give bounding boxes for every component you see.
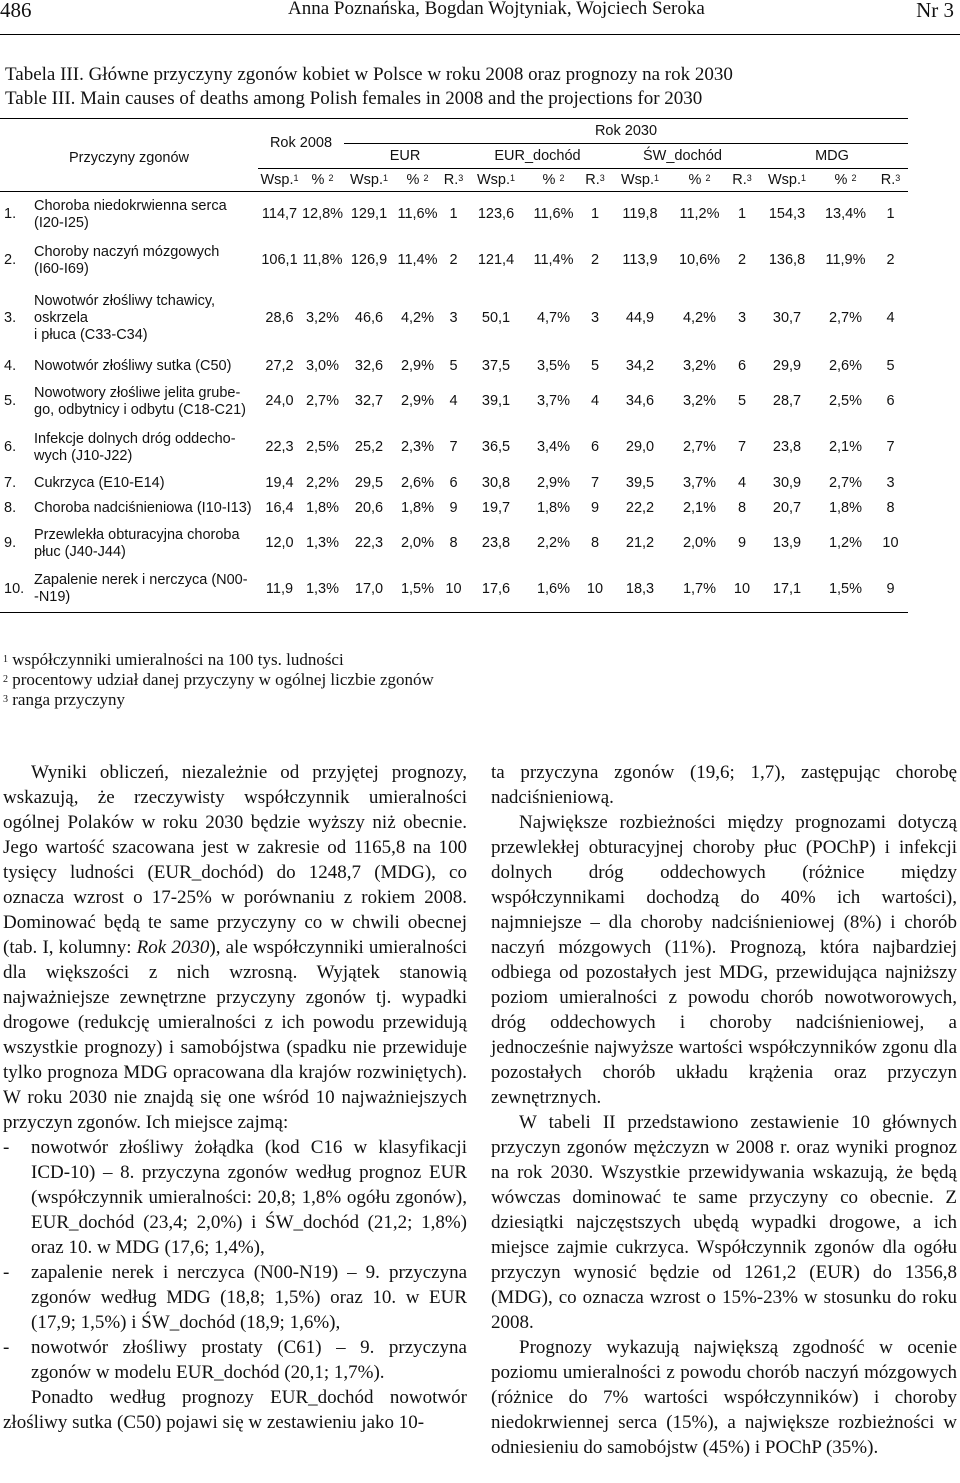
- value-cell: 3,5%: [536, 357, 571, 374]
- subheader-footnote-mark: 3: [895, 172, 901, 183]
- cause-line: Nowotwór złośliwy tchawicy,: [34, 293, 216, 309]
- value-cell: 11,6%: [397, 206, 438, 223]
- value-cell: 37,5: [481, 357, 511, 374]
- row-number: 5.: [4, 393, 17, 409]
- value-cell: 1,8%: [305, 499, 340, 516]
- row-number: 6.: [4, 439, 17, 455]
- subheader-label: Wsp.: [767, 171, 801, 188]
- table-caption-en: Table III. Main causes of deaths among Polish females in 2008 and the projections for 2030: [5, 88, 703, 109]
- value-cell: 9: [737, 535, 747, 551]
- row-number: 1.: [4, 206, 17, 223]
- table-row: [0, 238, 960, 284]
- subheader-label: R.: [443, 171, 459, 188]
- causes-of-death-table: [0, 118, 960, 613]
- value-cell: 32,6: [354, 357, 384, 374]
- row-number: 4.: [4, 357, 17, 374]
- bullet-text: zapalenie nerek i nerczyca (N00-N19) – 9. przyczyna zgonów według MDG (18,8; 1,5%) oraz 10. w EUR (17,9; 1,5%) i ŚW_dochód (18,9; 1,6%),: [31, 1262, 467, 1333]
- value-cell: 12,0: [265, 535, 294, 551]
- value-cell: 1: [590, 206, 600, 223]
- value-cell: 30,8: [481, 474, 511, 491]
- value-cell: 3,2%: [305, 310, 340, 326]
- value-cell: 11,2%: [679, 206, 720, 223]
- subheader-footnote-mark: 1: [383, 172, 389, 183]
- col-wsp-sw-dochod: [609, 169, 671, 192]
- bullet-dash: -: [3, 1262, 10, 1283]
- cause-line: i płuca (C33-C34): [34, 327, 148, 343]
- cause-name: [30, 521, 258, 567]
- value-cell: 3,4%: [536, 439, 571, 455]
- subheader-footnote-mark: 1: [801, 172, 807, 183]
- value-cell: 2,2%: [305, 474, 340, 491]
- subheader-footnote-mark: 1: [510, 172, 516, 183]
- bullet-item: [3, 1260, 467, 1335]
- value-cell: 27,2: [265, 357, 294, 374]
- cause-line: Cukrzyca (E10-E14): [34, 474, 165, 491]
- value-cell: 4,2%: [682, 310, 717, 326]
- value-cell: 1: [449, 206, 458, 223]
- col-rank-eur: [441, 169, 466, 192]
- subheader-label: Wsp.: [349, 171, 383, 188]
- col-pct-2008: [301, 169, 344, 192]
- value-cell: 23,8: [481, 535, 511, 551]
- value-cell: 4,2%: [400, 310, 435, 326]
- footnote-3-mark: 3: [3, 694, 8, 705]
- right-text-column: [491, 760, 957, 1460]
- scenario-mdg: MDG: [756, 144, 908, 169]
- value-cell: 4: [737, 474, 747, 491]
- value-cell: 9: [873, 567, 908, 613]
- row-number: 9.: [4, 535, 17, 551]
- col-wsp-eur-dochod: [466, 169, 526, 192]
- value-cell: 7: [449, 439, 458, 455]
- value-cell: 6: [737, 357, 747, 374]
- value-cell: 8: [590, 535, 600, 551]
- cause-line: wych (J10-J22): [34, 447, 133, 464]
- value-cell: 2: [737, 252, 747, 268]
- col-wsp-mdg: [756, 169, 818, 192]
- value-cell: 2: [886, 252, 895, 268]
- causes-header: Przyczyny zgonów: [0, 119, 258, 169]
- value-cell: 19,7: [481, 499, 511, 516]
- page-header: [0, 0, 960, 36]
- cause-name: [30, 471, 258, 496]
- value-cell: 2,0%: [400, 535, 435, 551]
- value-cell: 1,3%: [301, 567, 344, 613]
- value-cell: 20,7: [772, 499, 802, 516]
- value-cell: 39,5: [625, 474, 655, 491]
- value-cell: 10: [882, 535, 899, 551]
- col-pct-mdg: [818, 169, 873, 192]
- table-caption-pl: Tabela III. Główne przyczyny zgonów kobiet w Polsce w roku 2008 oraz prognozy na rok 2030: [5, 64, 733, 85]
- cause-line: Nowotwór złośliwy sutka (C50): [34, 357, 232, 374]
- value-cell: 11,9%: [825, 252, 866, 268]
- left-paragraph-2: Ponadto według prognozy EUR_dochód nowotwór złośliwy sutka (C50) pojawi się w zestawieniu jako 10-: [3, 1387, 467, 1433]
- value-cell: 29,5: [354, 474, 384, 491]
- value-cell: 5: [737, 393, 747, 409]
- value-cell: 6: [449, 474, 458, 491]
- header-row-3: [0, 169, 960, 192]
- value-cell: 9: [590, 499, 600, 516]
- value-cell: 2,3%: [400, 439, 435, 455]
- value-cell: 1,2%: [828, 535, 863, 551]
- col-pct-eur: [394, 169, 441, 192]
- value-cell: 21,2: [625, 535, 655, 551]
- table-body: [0, 192, 960, 613]
- subheader-footnote-mark: 1: [293, 172, 299, 183]
- footnotes: [3, 650, 434, 710]
- value-cell: 119,8: [622, 206, 658, 223]
- value-cell: 8: [737, 499, 747, 516]
- subheader-label: %: [406, 171, 420, 188]
- cause-line: Choroby naczyń mózgowych: [34, 243, 220, 260]
- value-cell: 1,5%: [394, 567, 441, 613]
- subheader-footnote-mark: 3: [746, 172, 752, 183]
- subheader-label: %: [311, 171, 325, 188]
- row-number: 7.: [4, 474, 17, 491]
- right-paragraph-2: W tabeli II przedstawiono zestawienie 10 głównych przyczyn zgonów mężczyzn w 2008 r. oraz wyniki prognoz na rok 2030. Wszystkie przewidywania wskazują, że będą wówczas dominować te same przyczyny co obecnie. Z dziesiątki najczęstszych ubędą wypadki drogowe, a ich miejsce zajmie cukrzyca. Współczynnik zgonów dla ogółu przyczyn wynosić będzie od 1261,2 (EUR) do 1356,8 (MDG), co oznacza wzrost o 15%-23% w stosunku do roku 2008.: [491, 1112, 957, 1333]
- value-cell: 3: [590, 310, 600, 326]
- cause-line: go, odbytnicy i odbytu (C18-C21): [34, 401, 246, 418]
- value-cell: 10,6%: [678, 252, 721, 268]
- value-cell: 7: [886, 439, 895, 455]
- rok-2030-header: Rok 2030: [344, 119, 908, 144]
- value-cell: 44,9: [625, 310, 655, 326]
- subheader-label: Wsp.: [260, 171, 294, 188]
- value-cell: 106,1: [261, 252, 298, 268]
- col-rank-sw-dochod: [728, 169, 756, 192]
- cause-name: [30, 284, 258, 354]
- value-cell: 129,1: [350, 206, 388, 223]
- value-cell: 29,9: [772, 357, 802, 374]
- value-cell: 2,1%: [828, 439, 863, 455]
- subheader-footnote-mark: 2: [705, 172, 711, 183]
- value-cell: 2: [449, 252, 458, 268]
- footnote-1: [3, 650, 434, 670]
- row-number: 8.: [4, 499, 17, 516]
- table-row: [0, 284, 960, 354]
- cause-line: Choroba niedokrwienna serca: [34, 197, 227, 214]
- bullet-item: [3, 1335, 467, 1385]
- value-cell: 1: [886, 206, 895, 223]
- subheader-label: %: [688, 171, 702, 188]
- value-cell: 2,7%: [682, 439, 717, 455]
- footnote-1-mark: 1: [3, 654, 8, 665]
- value-cell: 1,7%: [671, 567, 728, 613]
- value-cell: 1,6%: [526, 567, 581, 613]
- value-cell: 2,2%: [536, 535, 571, 551]
- col-wsp-2008: [258, 169, 301, 192]
- subheader-label: Wsp.: [476, 171, 510, 188]
- value-cell: 7: [737, 439, 747, 455]
- value-cell: 46,6: [354, 310, 384, 326]
- value-cell: 3: [737, 310, 747, 326]
- value-cell: 10: [441, 567, 466, 613]
- value-cell: 34,6: [625, 393, 655, 409]
- right-paragraph-1: Największe rozbieżności między prognozami dotyczą przewlekłej obturacyjnej choroby płuc (POChP) i infekcji dolnych dróg oddechowych (różnice między współczynnikami dochodzą do 40% ich wartości), najmniejsze – dla choroby nadciśnieniowej (8%) i chorób naczyń mózgowych (11%). Prognozą, która najbardziej odbiega od pozostałych jest MDG, przewidująca najniższy poziom umieralności z powodu chorób nowotworowych, dróg oddechowych i choroby nadciśnieniowej, a jednocześnie najwyższe wartości współczynników zgonu dla pozostałych chorób układu krążenia oraz przyczyn zewnętrznych.: [491, 812, 957, 1108]
- value-cell: 2,6%: [400, 474, 435, 491]
- value-cell: 1: [737, 206, 747, 223]
- value-cell: 5: [886, 357, 895, 374]
- value-cell: 1,8%: [400, 499, 435, 516]
- value-cell: 2,9%: [400, 393, 435, 409]
- value-cell: 2,5%: [305, 439, 340, 455]
- value-cell: 1,8%: [828, 499, 863, 516]
- left-paragraph-1: [3, 760, 467, 1135]
- value-cell: 11,4%: [397, 252, 438, 268]
- value-cell: 17,0: [344, 567, 394, 613]
- footnote-1-text: współczynniki umieralności na 100 tys. ludności: [8, 650, 344, 669]
- header-rule: [0, 34, 960, 35]
- cause-name: [30, 425, 258, 471]
- value-cell: 4: [590, 393, 600, 409]
- subheader-label: R.: [585, 171, 600, 188]
- value-cell: 2,0%: [682, 535, 717, 551]
- scenario-eur: EUR: [344, 144, 466, 169]
- table-row: [0, 567, 960, 613]
- value-cell: 30,9: [772, 474, 802, 491]
- value-cell: 2,7%: [828, 310, 863, 326]
- value-cell: 11,6%: [533, 206, 574, 223]
- value-cell: 17,1: [756, 567, 818, 613]
- value-cell: 1,3%: [305, 535, 340, 551]
- value-cell: 3,7%: [536, 393, 571, 409]
- cause-name: [30, 192, 258, 238]
- row-number: 10.: [0, 567, 30, 613]
- table-row: [0, 521, 960, 567]
- value-cell: 32,7: [354, 393, 384, 409]
- table-row: [0, 192, 960, 238]
- value-cell: 2,9%: [400, 357, 435, 374]
- value-cell: 113,9: [622, 252, 658, 268]
- cause-line: Przewlekła obturacyjna choroba: [34, 526, 240, 543]
- bullet-dash: -: [3, 1137, 10, 1158]
- value-cell: 17,6: [466, 567, 526, 613]
- subheader-footnote-mark: 2: [423, 172, 429, 183]
- footnote-2-mark: 2: [3, 674, 8, 685]
- cause-line: (I60-I69): [34, 260, 89, 277]
- subheader-footnote-mark: 1: [654, 172, 660, 183]
- table-row: [0, 379, 960, 425]
- scenario-eur-dochod: EUR_dochód: [466, 144, 609, 169]
- scenario-sw-dochod: ŚW_dochód: [609, 144, 756, 169]
- value-cell: 13,4%: [824, 206, 867, 223]
- cause-line: Choroba nadciśnieniowa (I10-I13): [34, 499, 252, 516]
- value-cell: 28,7: [772, 393, 802, 409]
- cause-name: [30, 379, 258, 425]
- cause-line: Zapalenie nerek i nerczyca (N00-: [34, 572, 248, 589]
- value-cell: 2,9%: [536, 474, 571, 491]
- subheader-label: %: [834, 171, 848, 188]
- cause-line: (I20-I25): [34, 214, 89, 231]
- subheader-label: R.: [880, 171, 896, 188]
- bullet-dash: -: [3, 1337, 10, 1358]
- value-cell: 4: [449, 393, 458, 409]
- value-cell: 28,6: [265, 310, 294, 326]
- footnote-2-text: procentowy udział danej przyczyny w ogólnej liczbie zgonów: [8, 670, 434, 689]
- value-cell: 30,7: [772, 310, 802, 326]
- table-row: [0, 471, 960, 496]
- bullet-text: nowotwór złośliwy żołądka (kod C16 w klasyfikacji ICD-10) – 8. przyczyna zgonów według prognoz EUR (współczynnik umieralności: 20,8; 1,8% ogółu zgonów), EUR_dochód (23,4; 2,0%) i ŚW_dochód (21,2; 1,8%) oraz 10. w MDG (17,6; 1,4%),: [31, 1137, 467, 1258]
- running-authors: Anna Poznańska, Bogdan Wojtyniak, Wojciech Seroka: [288, 0, 705, 19]
- value-cell: 22,3: [354, 535, 384, 551]
- value-cell: 7: [590, 474, 600, 491]
- subheader-footnote-mark: 2: [559, 172, 565, 183]
- right-paragraph-3: Prognozy wykazują największą zgodność w ocenie poziomu umieralności z powodu chorób naczyń mózgowych (różnice do 7% wartości współczynników) i choroby niedokrwiennej serca (15%), a największe rozbieżności w odniesieniu do samobójstw (45%) i POChP (35%).: [491, 1337, 957, 1458]
- page-number: 486: [0, 0, 32, 22]
- left-p1-text: Wyniki obliczeń, niezależnie od przyjętej prognozy, wskazują, że rzeczywisty współczynnik umieralności ogólnej Polaków w roku 2030 będzie wyższy niż obecnie. Jego wartość szacowana jest w zakresie od 1165,8 na 100 tysięcy ludności (EUR_dochód) do 1248,7 (MDG), co oznacza wzrost o 17-25% w porównaniu z rokiem 2008. Dominować będą te same przyczyny co w chwili obecnej (tab. I, kolumny:: [3, 762, 467, 958]
- row-number: 3.: [4, 310, 17, 326]
- footnote-2: [3, 670, 434, 690]
- value-cell: 9: [449, 499, 458, 516]
- value-cell: 2,5%: [828, 393, 863, 409]
- value-cell: 126,9: [350, 252, 388, 268]
- col-pct-eur-dochod: [526, 169, 581, 192]
- value-cell: 10: [728, 567, 756, 613]
- value-cell: 1,5%: [818, 567, 873, 613]
- bullet-item: [3, 1135, 467, 1260]
- value-cell: 11,9: [258, 567, 301, 613]
- value-cell: 154,3: [768, 206, 806, 223]
- cause-name: [30, 496, 258, 521]
- value-cell: 24,0: [265, 393, 294, 409]
- footnote-3: [3, 690, 434, 710]
- table-row: [0, 425, 960, 471]
- footnote-3-text: ranga przyczyny: [8, 690, 126, 709]
- value-cell: 16,4: [265, 499, 294, 516]
- subheader-footnote-mark: 2: [328, 172, 334, 183]
- cause-line: Infekcje dolnych dróg oddecho-: [34, 430, 236, 447]
- value-cell: 12,8%: [301, 206, 344, 223]
- value-cell: 50,1: [481, 310, 511, 326]
- value-cell: 1,8%: [536, 499, 571, 516]
- right-paragraph-0: ta przyczyna zgonów (19,6; 1,7), zastępując chorobę nadciśnieniową.: [491, 762, 957, 808]
- subheader-label: %: [542, 171, 556, 188]
- col-rank-eur-dochod: [581, 169, 609, 192]
- value-cell: 3,7%: [682, 474, 717, 491]
- row-number: 2.: [4, 252, 17, 268]
- value-cell: 11,8%: [302, 252, 343, 268]
- value-cell: 20,6: [354, 499, 384, 516]
- value-cell: 34,2: [625, 357, 655, 374]
- cause-name: [30, 354, 258, 379]
- value-cell: 2,6%: [828, 357, 863, 374]
- value-cell: 22,2: [625, 499, 655, 516]
- left-text-column: [3, 760, 467, 1435]
- col-rank-mdg: [873, 169, 908, 192]
- issue-number: Nr 3: [916, 0, 954, 22]
- value-cell: 123,6: [477, 206, 515, 223]
- cause-name: [30, 567, 258, 613]
- value-cell: 6: [886, 393, 895, 409]
- header-spacer: [0, 169, 258, 192]
- table-row: [0, 354, 960, 379]
- value-cell: 5: [449, 357, 458, 374]
- value-cell: 39,1: [481, 393, 511, 409]
- value-cell: 136,8: [768, 252, 806, 268]
- rok-2008-header: Rok 2008: [258, 119, 344, 169]
- header-row-1: [0, 119, 960, 144]
- value-cell: 3,0%: [305, 357, 340, 374]
- bullet-text: nowotwór złośliwy prostaty (C61) – 9. przyczyna zgonów w modelu EUR_dochód (20,1; 1,7%).: [31, 1337, 467, 1383]
- subheader-label: R.: [732, 171, 747, 188]
- col-wsp-eur: [344, 169, 394, 192]
- left-p1-end: ), ale współczynniki umieralności dla większości z nich wzrosną. Wyjątek stanowią najważniejsze zewnętrzne przyczyny zgonów tj. wypadki drogowe (redukcję umieralności z ich powodu przewidują wszystkie prognozy) i samobójstwa (spadku nie przewiduje tylko prognoza MDG opracowana dla krajów rozwiniętych). W roku 2030 nie znajdą się one wśród 10 najważniejszych przyczyn zgonów. Ich miejsce zajmą:: [3, 937, 468, 1133]
- value-cell: 22,3: [265, 439, 294, 455]
- value-cell: 2,7%: [828, 474, 863, 491]
- value-cell: 3: [886, 474, 895, 491]
- cause-line: -N19): [34, 589, 71, 606]
- value-cell: 11,4%: [533, 252, 574, 268]
- value-cell: 23,8: [772, 439, 802, 455]
- value-cell: 121,4: [477, 252, 515, 268]
- cause-line: Nowotwory złośliwe jelita grube-: [34, 384, 241, 401]
- subheader-footnote-mark: 2: [851, 172, 857, 183]
- value-cell: 4,7%: [536, 310, 571, 326]
- value-cell: 10: [581, 567, 609, 613]
- value-cell: 3,2%: [682, 357, 717, 374]
- value-cell: 2,7%: [305, 393, 340, 409]
- value-cell: 5: [590, 357, 600, 374]
- value-cell: 13,9: [772, 535, 802, 551]
- value-cell: 3,2%: [682, 393, 717, 409]
- value-cell: 3: [449, 310, 458, 326]
- value-cell: 29,0: [625, 439, 655, 455]
- cause-line: płuc (J40-J44): [34, 543, 126, 560]
- subheader-footnote-mark: 3: [458, 172, 464, 183]
- subheader-footnote-mark: 3: [599, 172, 605, 183]
- subheader-label: Wsp.: [620, 171, 654, 188]
- value-cell: 18,3: [609, 567, 671, 613]
- value-cell: 2,1%: [682, 499, 717, 516]
- value-cell: 4: [886, 310, 895, 326]
- col-pct-sw-dochod: [671, 169, 728, 192]
- value-cell: 19,4: [265, 474, 294, 491]
- value-cell: 6: [590, 439, 600, 455]
- value-cell: 36,5: [481, 439, 511, 455]
- cause-line: oskrzela: [34, 310, 88, 326]
- value-cell: 8: [886, 499, 895, 516]
- value-cell: 25,2: [354, 439, 384, 455]
- table-row: [0, 496, 960, 521]
- value-cell: 8: [449, 535, 458, 551]
- left-p1-italic: Rok 2030: [136, 937, 210, 958]
- value-cell: 114,7: [261, 206, 298, 223]
- cause-name: [30, 238, 258, 284]
- value-cell: 2: [590, 252, 600, 268]
